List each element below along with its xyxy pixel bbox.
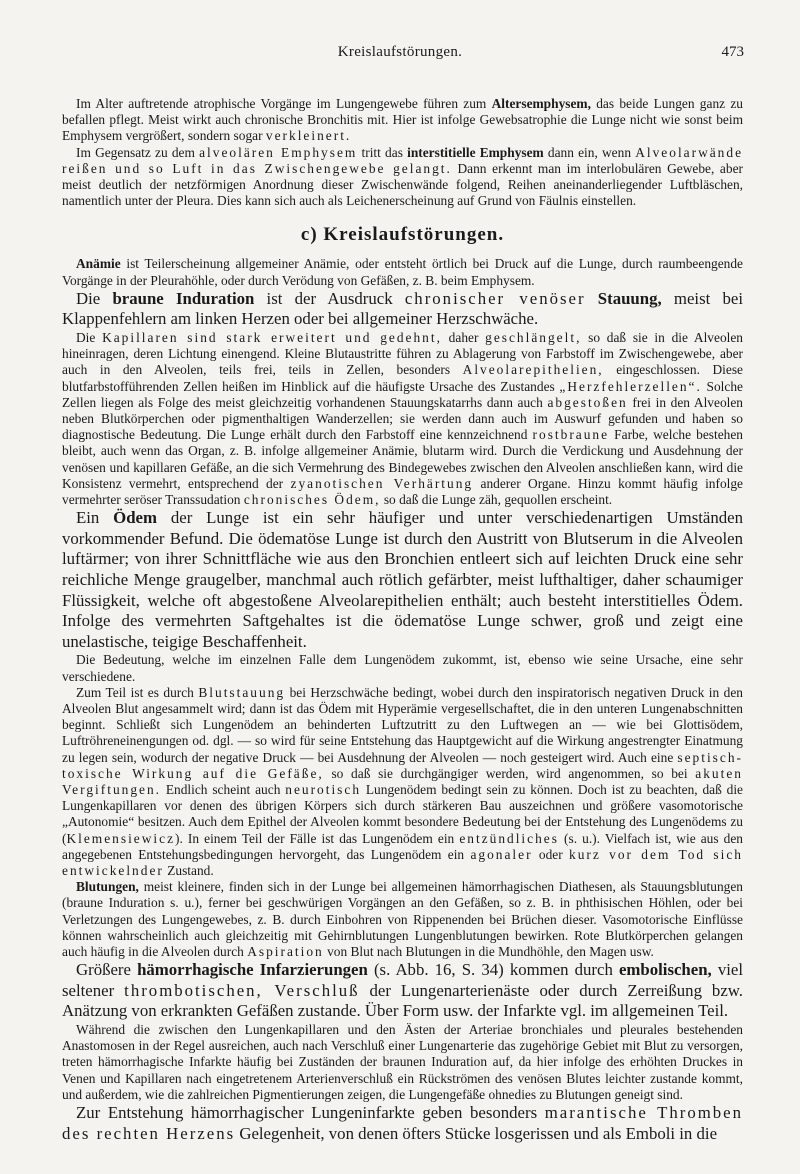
spaced-term: septisch-toxische Wirkung auf die Gefäße,	[62, 749, 743, 781]
text-run: Zur Entstehung hämorrhagischer Lungeninfarkte geben besonders	[76, 1103, 545, 1123]
spaced-term: „Herzfehlerzellen“.	[559, 378, 702, 394]
text-run: eingeschlossen. Diese blutfarbstofführenden Zellen heißen im Hinblick auf die häufigste Ursache des Zustandes	[62, 362, 743, 394]
text-run: dann ein, wenn	[543, 144, 636, 160]
spaced-term: Kapillaren sind stark erweitert und gedehnt,	[102, 330, 442, 346]
spaced-term: alveolären Emphysem	[199, 144, 358, 160]
bold-term: Blutungen,	[76, 879, 139, 895]
bold-term: embolischen,	[618, 960, 712, 980]
spaced-term: Klemensiewicz	[66, 830, 176, 846]
text-run: Lungenödem bedingt sein zu können. Doch ist zu beachten, daß die Lungenkapillaren vor denen des übrigen Körpers sich durch stärkeren Bau auszeichnen und größere vasomotorische „Autonomie“ besitzen. Auch dem Epithel der Alveolen kommt besondere Bedeutung bei der Entstehung des Lungenödems zu (	[62, 782, 743, 846]
text-run: ist Teilerscheinung allgemeiner Anämie, oder entsteht örtlich bei Druck auf die Lunge, durch raumbeengende Vorgänge in der Pleurahöhle, oder durch Verödung von Gefäßen, z. B. beim Emphysem.	[62, 256, 743, 288]
spaced-term: Blutstauung	[198, 684, 286, 700]
page-body	[62, 96, 743, 1144]
text-run: Im Alter auftretende atrophische Vorgänge im Lungengewebe führen zum	[76, 96, 492, 111]
spaced-term: thrombotischen, Verschluß	[124, 980, 360, 1000]
text-run: Farbe, welche bestehen bleibt, auch wenn das Organ, z. B. infolge allgemeiner Anämie, blutarm wird. Durch die Verdickung und Ausdehnung der venösen und kapillaren Gefäße, an die sich Vermehrung des Bindegewebes zwischen den Alveolen anschließen kann, wird die Konsistenz vermehrt, entsprechend der	[62, 427, 743, 491]
text-run: ). In einem Teil der Fälle ist das Lungenödem ein	[175, 830, 460, 846]
spaced-term: geschlängelt,	[485, 330, 582, 346]
paragraph-interstitial-emphysem	[62, 145, 743, 210]
paragraph-anastomosen	[62, 1022, 743, 1103]
paragraph-kapillaren	[62, 330, 743, 508]
text-run: bei Herzschwäche bedingt, wobei durch den inspiratorisch negativen Druck in den Alveolen Blut angesammelt wird; dann ist das Ödem mit Hyperämie vergesellschaftet, die in den unteren Lungenabschnitten beginnt. Schließt sich Lungenödem an behinderten Luftzutritt zu den Luftwegen an — wie bei Glottisödem, Luftröhreneinengungen od. dgl. — so wird für seine Entstehung das Hauptgewicht auf die Wirkung angestrengter Einatmung zu legen sein, wodurch der negative Druck — bei Ausdehnung der Alveolen — noch gesteigert wird. Auch eine	[62, 684, 743, 765]
text-run: tritt das	[357, 144, 408, 160]
spaced-term: kurz vor dem Tod sich entwickelnder	[62, 846, 743, 879]
text-run: meist kleinere, finden sich in der Lunge bei allgemeinen hämorrhagischen Diathesen, als Stauungsblutungen (braune Induration s. u.), ferner bei geschwürigen Vorgängen an den Gefäßen, so z. B. in phthisischen Höhlen, oder bei Verletzungen des Lungengewebes, z. B. durch Einbohren von Rippenenden bei Brüchen dieser. Vasomotorische Einflüsse können wahrscheinlich auch gleichzeitig mit Gehirnblutungen Lungenblutungen bewirken. Rote Blutkörperchen gelangen auch häufig in die Alveolen durch	[62, 879, 743, 960]
paragraph-blutungen	[62, 879, 743, 960]
text-run: meist bei Klappenfehlern am linken Herzen oder bei allgemeiner Herzschwäche.	[62, 288, 744, 329]
text-run: so daß sie durchgängiger werden, wird angenommen, so bei	[323, 765, 696, 781]
bold-term: Altersemphysem,	[491, 96, 591, 111]
spaced-term: marantische Thromben des rechten Herzens	[62, 1103, 743, 1143]
spaced-term: rostbraune	[532, 427, 610, 443]
text-run: Zum Teil ist es durch	[76, 684, 199, 700]
text-run: von Blut nach Blutungen in die Mundhöhle, den Magen usw.	[323, 944, 654, 960]
spaced-term: agonaler	[470, 846, 533, 862]
text-run: Größere	[76, 960, 138, 980]
bold-term: hämorrhagische Infarzierungen	[137, 960, 368, 980]
spaced-term: chronisches Ödem,	[243, 492, 381, 508]
text-run: Gelegenheit, von denen öfters Stücke losgerissen und als Emboli in die	[235, 1123, 718, 1143]
bold-term: Stauung,	[585, 288, 662, 308]
paragraph-blutstauung	[62, 685, 743, 879]
paragraph-anaemie	[62, 256, 743, 288]
spaced-term: Alveolarepithelien,	[462, 362, 604, 378]
text-run: Die	[76, 288, 113, 308]
spaced-term: akuten Vergiftungen.	[62, 765, 743, 798]
spaced-term: verkleinert.	[265, 128, 352, 144]
spaced-term: abgestoßen	[547, 394, 628, 410]
section-heading: c) Kreislaufstörungen.	[300, 224, 505, 246]
paragraph-bedeutung	[62, 652, 743, 684]
text-run: oder	[532, 846, 570, 862]
text-run: (s. Abb. 16, S. 34) kommen durch	[367, 960, 619, 980]
bold-term: braune Induration	[112, 288, 255, 308]
text-run: so daß die Lunge zäh, gequollen erscheint.	[380, 492, 613, 508]
text-run: der Lunge ist ein sehr häufiger und unter verschiedenartigen Umständen vorkommender Befund. Die ödematöse Lunge ist durch den Austritt von Blutserum in die Alveolen luftärmer; von ihrer Schnittfläche wie aus den Bronchien entleert sich auf leichten Druck eine sehr reichliche Menge graugelber, manchmal auch rötlich gefärbter, meist lufthaltiger, daher schaumiger Flüssigkeit, welche oft abgestoßene Alveolarepithelien enthält; auch besteht interstitielles Ödem. Infolge des vermehrten Saftgehaltes ist die ödematöse Lunge schwer, groß und zeigt eine unelastische, teigige Beschaffenheit.	[62, 508, 743, 651]
text-run: das beide Lungen ganz zu befallen pflegt. Meist wirkt auch chronische Bronchitis mit. Hier ist infolge Gewebsatrophie die Lunge nicht wie sonst beim Emphysem vergrößert, sondern sogar	[62, 96, 744, 144]
text-run: ist der Ausdruck	[254, 288, 405, 308]
spaced-term: entzündliches	[459, 830, 559, 846]
paragraph-infarzierungen	[62, 960, 743, 1022]
text-run: der Lungenarterienäste oder durch Zerreißung bzw. Anätzung von erkrankten Gefäßen zustande. Über Form usw. der Infarkte vgl. im allgemeinen Teil.	[62, 980, 743, 1021]
text-run: Die Bedeutung, welche im einzelnen Falle dem Lungenödem zukommt, ist, ebenso wie seine Ursache, eine sehr verschiedene.	[62, 652, 743, 684]
text-run: Endlich scheint auch	[161, 782, 286, 798]
text-run: Ein	[76, 508, 114, 528]
paragraph-altersemphysem	[62, 96, 743, 145]
spaced-term: Alveolarwände reißen und so Luft in das Zwischengewebe gelangt.	[62, 144, 744, 176]
running-title: Kreislaufstörungen.	[337, 44, 463, 60]
spaced-term: neurotisch	[285, 782, 362, 798]
bold-term: Ödem	[113, 508, 157, 528]
text-run: Während die zwischen den Lungenkapillaren und den Ästen der Arteriae bronchiales und pleurales bestehenden Anastomosen in der Regel ausreichen, auch nach Verschluß einer Lungenarterie das zugehörige Gebiet mit Blut zu versorgen, treten hämorrhagische Infarkte häufig bei Zuständen der braunen Induration auf, da hier infolge des erhöhten Druckes in Venen und Kapillaren nach eingetretenem Arterienverschluß ein Rückströmen des venösen Blutes leichter zustande kommt, und außerdem, wie die zahlreichen Pigmentierungen zeigen, die Lungengefäße ohnedies zu Blutungen geneigt sind.	[62, 1022, 743, 1102]
spaced-term: chronischer venöser	[404, 288, 586, 308]
text-run: Dann erkennt man im interlobulären Gewebe, aber meist deutlich der netzförmigen Anordnung dieser Zwischenwände folgend, Reihen aneinanderliegender Luftbläschen, namentlich unter der Pleura. Dies kann sich auch als Leichenerscheinung auf Grund von Fäulnis einstellen.	[62, 160, 743, 209]
page-number: 473	[721, 44, 744, 60]
text-run: Zustand.	[163, 863, 214, 879]
text-run: Die	[76, 330, 103, 346]
text-run: so daß sie in die Alveolen hineinragen, deren Lichtung einengend. Kleine Blutaustritte führen zu Ablagerung von Farbstoff im Zwischengewebe, aber auch in den Alveolen, teils frei, teils in Zellen, besonders	[62, 330, 743, 378]
spaced-term: Aspiration	[247, 944, 324, 960]
bold-term: Anämie	[76, 256, 121, 272]
text-run: viel seltener	[62, 960, 744, 1000]
text-run: anderer Organe. Hinzu kommt häufig infolge vermehrter seröser Transsudation	[62, 475, 743, 508]
spaced-term: zyanotischen Verhärtung	[290, 475, 474, 491]
text-run: (s. u.). Vielfach ist, wie aus den angegebenen Entstehungsbedingungen hervorgeht, das Lungenödem ein	[62, 830, 743, 862]
bold-term: interstitielle Emphysem	[407, 144, 544, 160]
text-run: daher	[441, 330, 486, 346]
text-run: Solche Zellen liegen als Folge des meist gleichzeitig vorhandenen Stauungskatarrhs dann auch	[62, 378, 743, 410]
paragraph-braune-induration	[62, 289, 743, 330]
text-run: frei in den Alveolen neben Blutkörperchen oder pigmenthaltigen Wanderzellen; sie werden dann auch im Auswurf gefunden und haben so diagnostische Bedeutung. Die Lunge erhält durch den Farbstoff eine kennzeichnend	[62, 394, 743, 443]
text-run: Im Gegensatz zu dem	[76, 144, 200, 160]
paragraph-lungeninfarkte	[62, 1103, 743, 1144]
paragraph-oedem	[62, 508, 743, 652]
